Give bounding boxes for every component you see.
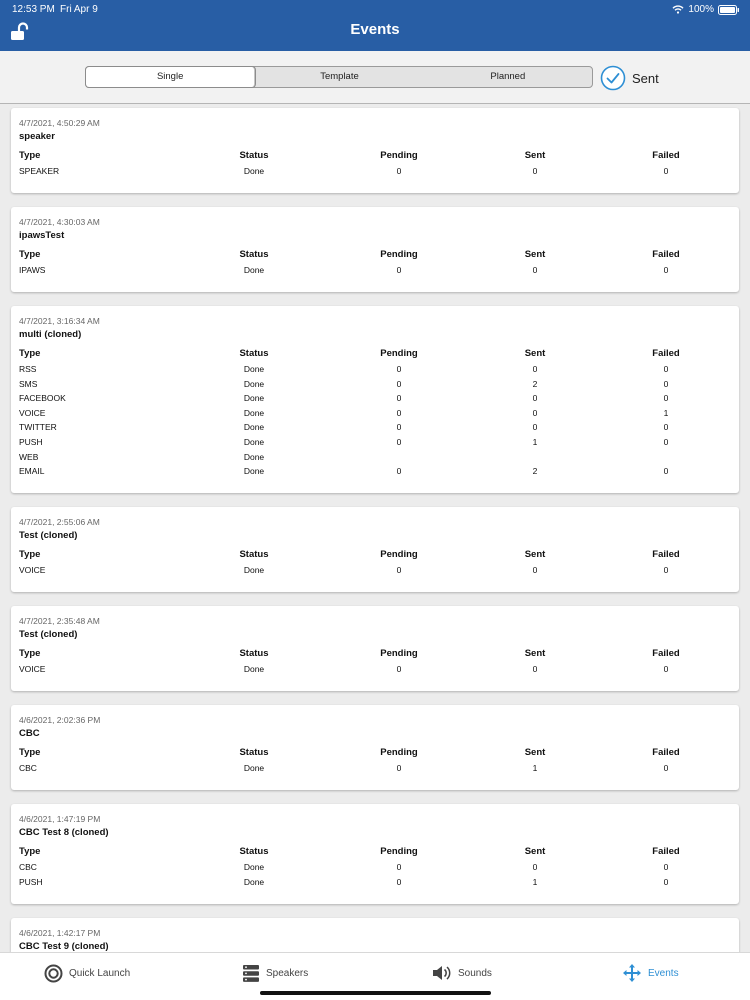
channel-status: Done [243,265,265,275]
column-header-status: Status [239,249,269,260]
channel-row [11,265,739,279]
channel-sent: 0 [532,265,538,275]
channel-failed: 0 [663,466,669,477]
channel-type: SMS [19,378,38,389]
channel-sent: 0 [532,407,538,418]
column-header-pending: Pending [380,549,418,560]
channel-row [11,862,739,876]
column-header-status: Status [239,747,269,758]
channel-failed: 0 [663,393,669,404]
channel-row [11,422,739,436]
column-header-sent: Sent [524,348,546,359]
channel-row [11,393,739,407]
channel-row [11,664,739,678]
channel-pending: 0 [396,378,402,389]
column-header-failed: Failed [652,150,680,161]
channel-row [11,437,739,451]
event-table-header [11,648,739,662]
channel-pending: 0 [396,466,402,477]
channel-status: Done [243,407,265,418]
column-header-sent: Sent [524,747,546,758]
event-table-header [11,249,739,263]
channel-sent: 0 [532,422,538,433]
channel-row [11,452,739,466]
check-circle-icon[interactable] [600,65,626,91]
column-header-failed: Failed [652,648,680,659]
channel-sent: 2 [532,466,538,477]
channel-row [11,877,739,891]
channel-type: VOICE [19,407,46,418]
channel-status: Done [243,565,265,575]
channel-pending: 0 [396,565,402,575]
channel-row [11,466,739,480]
channel-sent: 1 [532,437,538,447]
channel-row [11,379,739,393]
column-header-failed: Failed [652,846,680,857]
sent-toggle-label: Sent [632,70,659,86]
channel-sent: 0 [532,166,538,176]
tab-bar [0,952,750,1000]
event-table-header [11,747,739,761]
column-header-status: Status [239,150,269,161]
channel-row [11,166,739,180]
tab-speakers-label: Speakers [266,967,309,979]
channel-type: CBC [19,862,37,872]
channel-sent: 2 [532,378,538,389]
event-name: multi (cloned) [19,329,82,340]
status-date: Fri Apr 9 [60,4,98,15]
event-card[interactable] [11,804,739,904]
channel-status: Done [243,422,265,433]
channel-pending: 0 [396,664,402,674]
channel-type: RSS [19,364,37,374]
channel-sent: 0 [532,364,538,374]
event-card[interactable] [11,207,739,292]
sent-toggle[interactable] [600,65,659,91]
channel-type: PUSH [19,437,43,447]
server-rack-icon [242,964,260,983]
column-header-failed: Failed [652,747,680,758]
column-header-pending: Pending [380,648,418,659]
column-header-status: Status [239,348,269,359]
column-header-pending: Pending [380,348,418,359]
event-date: 4/7/2021, 4:50:29 AM [19,118,100,128]
channel-status: Done [243,437,265,447]
channel-type: WEB [19,451,39,462]
target-icon [44,964,63,983]
channel-failed: 0 [663,422,669,433]
channel-type: TWITTER [19,422,57,433]
column-header-type: Type [19,150,41,161]
event-name: CBC [19,728,40,739]
channel-sent: 0 [532,862,538,872]
channel-status: Done [243,378,265,389]
move-arrows-icon [622,963,642,983]
channel-failed: 0 [663,664,669,674]
event-table-header [11,846,739,860]
channel-failed: 1 [663,407,669,418]
column-header-pending: Pending [380,846,418,857]
event-list[interactable] [0,104,750,952]
channel-status: Done [243,166,265,176]
channel-status: Done [243,664,265,674]
event-date: 4/7/2021, 2:35:48 AM [19,616,100,626]
column-header-type: Type [19,249,41,260]
event-card[interactable] [11,306,739,493]
channel-pending: 0 [396,862,402,872]
channel-sent: 0 [532,664,538,674]
column-header-failed: Failed [652,348,680,359]
channel-pending: 0 [396,422,402,433]
column-header-sent: Sent [524,249,546,260]
event-name: CBC Test 9 (cloned) [19,941,109,952]
event-name: speaker [19,131,55,142]
channel-type: FACEBOOK [19,393,66,404]
channel-pending: 0 [396,876,402,887]
wifi-icon [672,5,684,14]
channel-failed: 0 [663,166,669,176]
volume-icon [432,964,452,982]
column-header-sent: Sent [524,846,546,857]
channel-pending: 0 [396,763,402,773]
channel-type: SPEAKER [19,166,60,176]
event-table-header [11,348,739,362]
channel-failed: 0 [663,265,669,275]
channel-pending: 0 [396,166,402,176]
tab-events[interactable] [622,962,679,984]
channel-type: IPAWS [19,265,46,275]
column-header-failed: Failed [652,549,680,560]
event-name: ipawsTest [19,230,65,241]
column-header-failed: Failed [652,249,680,260]
segment-single[interactable]: Single [86,67,255,87]
channel-type: CBC [19,763,37,773]
channel-failed: 0 [663,378,669,389]
event-table-header [11,549,739,563]
event-date: 4/7/2021, 4:30:03 AM [19,217,100,227]
event-date: 4/6/2021, 1:47:19 PM [19,814,101,824]
channel-sent: 0 [532,393,538,404]
channel-status: Done [243,862,265,872]
filter-bar [0,51,750,104]
page-title: Events [350,21,400,38]
event-card[interactable] [11,918,739,952]
channel-status: Done [243,876,265,887]
channel-row [11,408,739,422]
channel-type: PUSH [19,876,43,887]
channel-failed: 0 [663,876,669,887]
column-header-status: Status [239,846,269,857]
channel-failed: 0 [663,763,669,773]
event-table-header [11,150,739,164]
channel-pending: 0 [396,364,402,374]
event-name: Test (cloned) [19,530,78,541]
channel-status: Done [243,763,265,773]
channel-pending: 0 [396,437,402,447]
status-time: 12:53 PM [12,4,55,15]
column-header-status: Status [239,549,269,560]
channel-type: VOICE [19,565,46,575]
channel-row [11,565,739,579]
tab-quick-launch[interactable] [44,962,130,984]
event-card[interactable] [11,108,739,193]
tab-sounds-label: Sounds [458,967,492,979]
column-header-sent: Sent [524,549,546,560]
channel-type: VOICE [19,664,46,674]
channel-failed: 0 [663,862,669,872]
column-header-type: Type [19,549,41,560]
channel-status: Done [243,364,265,374]
tab-sounds[interactable] [432,962,492,984]
column-header-pending: Pending [380,249,418,260]
channel-failed: 0 [663,437,669,447]
event-date: 4/6/2021, 2:02:36 PM [19,715,101,725]
channel-status: Done [243,451,265,462]
app-header [0,0,750,51]
event-card[interactable] [11,705,739,790]
channel-failed: 0 [663,364,669,374]
column-header-type: Type [19,747,41,758]
channel-type: EMAIL [19,466,45,477]
column-header-pending: Pending [380,747,418,758]
column-header-type: Type [19,648,41,659]
segment-planned[interactable]: Planned [490,71,526,82]
channel-sent: 0 [532,565,538,575]
column-header-sent: Sent [524,150,546,161]
channel-sent: 1 [532,876,538,887]
channel-pending: 0 [396,393,402,404]
battery-percent: 100% [688,4,714,15]
tab-quick-launch-label: Quick Launch [69,967,131,979]
channel-status: Done [243,393,265,404]
channel-sent: 1 [532,763,538,773]
status-right [672,4,740,15]
channel-row [11,763,739,777]
column-header-status: Status [239,648,269,659]
channel-pending: 0 [396,265,402,275]
tab-events-label: Events [648,967,679,979]
event-name: Test (cloned) [19,629,78,640]
event-card[interactable] [11,507,739,592]
channel-pending: 0 [396,407,402,418]
column-header-type: Type [19,348,41,359]
home-indicator[interactable] [260,991,491,995]
column-header-type: Type [19,846,41,857]
event-date: 4/7/2021, 2:55:06 AM [19,517,100,527]
event-date: 4/6/2021, 1:42:17 PM [19,928,101,938]
battery-icon [718,5,740,15]
tab-speakers[interactable] [242,962,308,984]
channel-failed: 0 [663,565,669,575]
event-card[interactable] [11,606,739,691]
channel-status: Done [243,466,265,477]
column-header-pending: Pending [380,150,418,161]
column-header-sent: Sent [524,648,546,659]
segment-template[interactable]: Template [320,71,359,82]
event-date: 4/7/2021, 3:16:34 AM [19,316,100,326]
channel-row [11,364,739,378]
event-name: CBC Test 8 (cloned) [19,827,109,838]
event-type-segmented-control [85,66,593,88]
